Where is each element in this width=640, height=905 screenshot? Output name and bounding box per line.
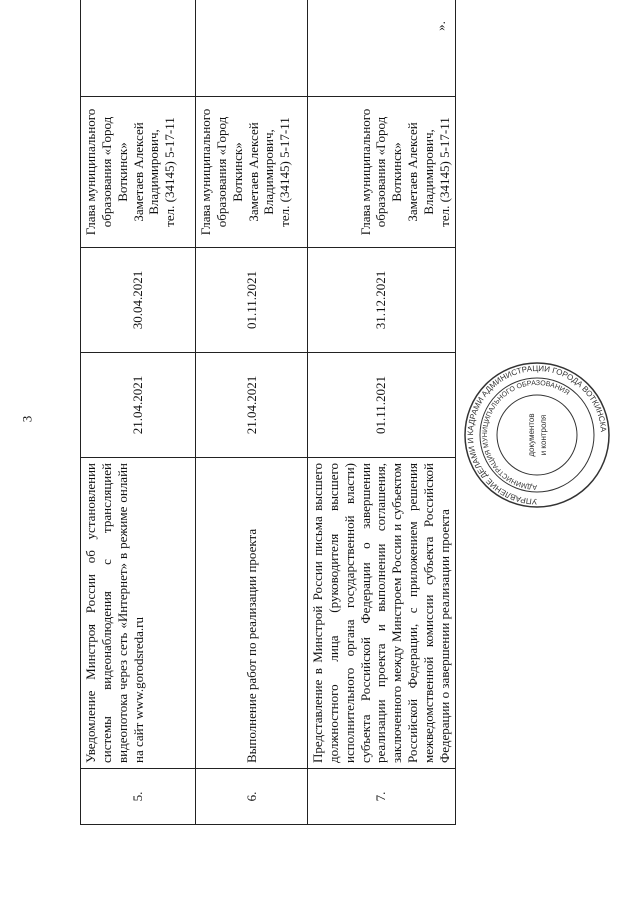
start-date: 21.04.2021 (196, 353, 308, 458)
resp-line: Владимирович, (261, 129, 277, 215)
resp-line: Воткинск» (389, 142, 405, 202)
resp-line: Владимирович, (146, 129, 162, 215)
resp-line: Глава муниципального (83, 108, 98, 236)
table-row (196, 0, 308, 825)
empty-cell (196, 0, 308, 97)
resp-line: Заметаев Алексей (405, 122, 421, 222)
row-number: 5. (81, 769, 196, 825)
row-number: 6. (196, 769, 308, 825)
resp-line: Воткинск» (229, 142, 245, 202)
empty-cell (81, 0, 196, 97)
row-number: 7. (308, 769, 456, 825)
closing-quote-mark: ». (432, 21, 448, 31)
schedule-table (80, 0, 456, 825)
seal-inner-ring (497, 395, 577, 475)
end-date: 30.04.2021 (81, 248, 196, 353)
resp-line: Воткинск» (114, 142, 130, 202)
resp-line: образования «Город (213, 116, 229, 228)
resp-line: тел. (34145) 5-17-11 (436, 117, 452, 227)
seal-center-line-1: документов (527, 413, 536, 457)
activity-name: Выполнение работ по реализации проекта (196, 458, 308, 769)
start-date: 21.04.2021 (81, 353, 196, 458)
responsible-person (81, 97, 196, 248)
resp-line: Заметаев Алексей (245, 122, 261, 222)
schedule-table-container (80, 15, 452, 825)
end-date: 31.12.2021 (308, 248, 456, 353)
page-number: 3 (19, 415, 35, 423)
resp-line: образования «Город (373, 116, 389, 228)
resp-line: тел. (34145) 5-17-11 (277, 117, 293, 227)
start-date: 01.11.2021 (308, 353, 456, 458)
resp-line: Глава муниципального (198, 108, 213, 236)
resp-line: Глава муниципального (357, 108, 373, 236)
table-row (308, 0, 456, 825)
table-row (81, 0, 196, 825)
resp-line: тел. (34145) 5-17-11 (162, 117, 178, 227)
seal-inner-text: АДМИНИСТРАЦИЯ МУНИЦИПАЛЬНОГО ОБРАЗОВАНИЯ (481, 379, 571, 491)
activity-name: Уведомление Минстроя России об установлении системы видеонаблюдения с трансляцией видеопотока через сеть «Интернет» в режиме онлайн на сайт www.gorodsreda.ru (81, 458, 196, 769)
resp-line: образования «Город (98, 116, 114, 228)
activity-name: Представление в Минстрой России письма высшего должностного лица (руководителя высшего исполнительного органа государственной власти) субъекта Российской Федерации о завершении реализации проекта и выполнении соглашения, заключенного между Минстроем России и субъектом Российской Федерации, с приложением решения межведомственной комиссии субъекта Российской Федерации о завершении реализации проекта (308, 458, 456, 769)
responsible-person (308, 97, 456, 248)
resp-line: Владимирович, (421, 129, 437, 215)
empty-cell (308, 0, 456, 97)
end-date: 01.11.2021 (196, 248, 308, 353)
official-seal-stamp (462, 360, 612, 510)
seal-outer-text: УПРАВЛЕНИЕ ДЕЛАМИ И КАДРАМИ АДМИНИСТРАЦИИ ГОРОДА ВОТКИНСКА (465, 363, 608, 507)
responsible-person (196, 97, 308, 248)
resp-line: Заметаев Алексей (130, 122, 146, 222)
seal-center-line-2: и контроля (539, 414, 548, 456)
